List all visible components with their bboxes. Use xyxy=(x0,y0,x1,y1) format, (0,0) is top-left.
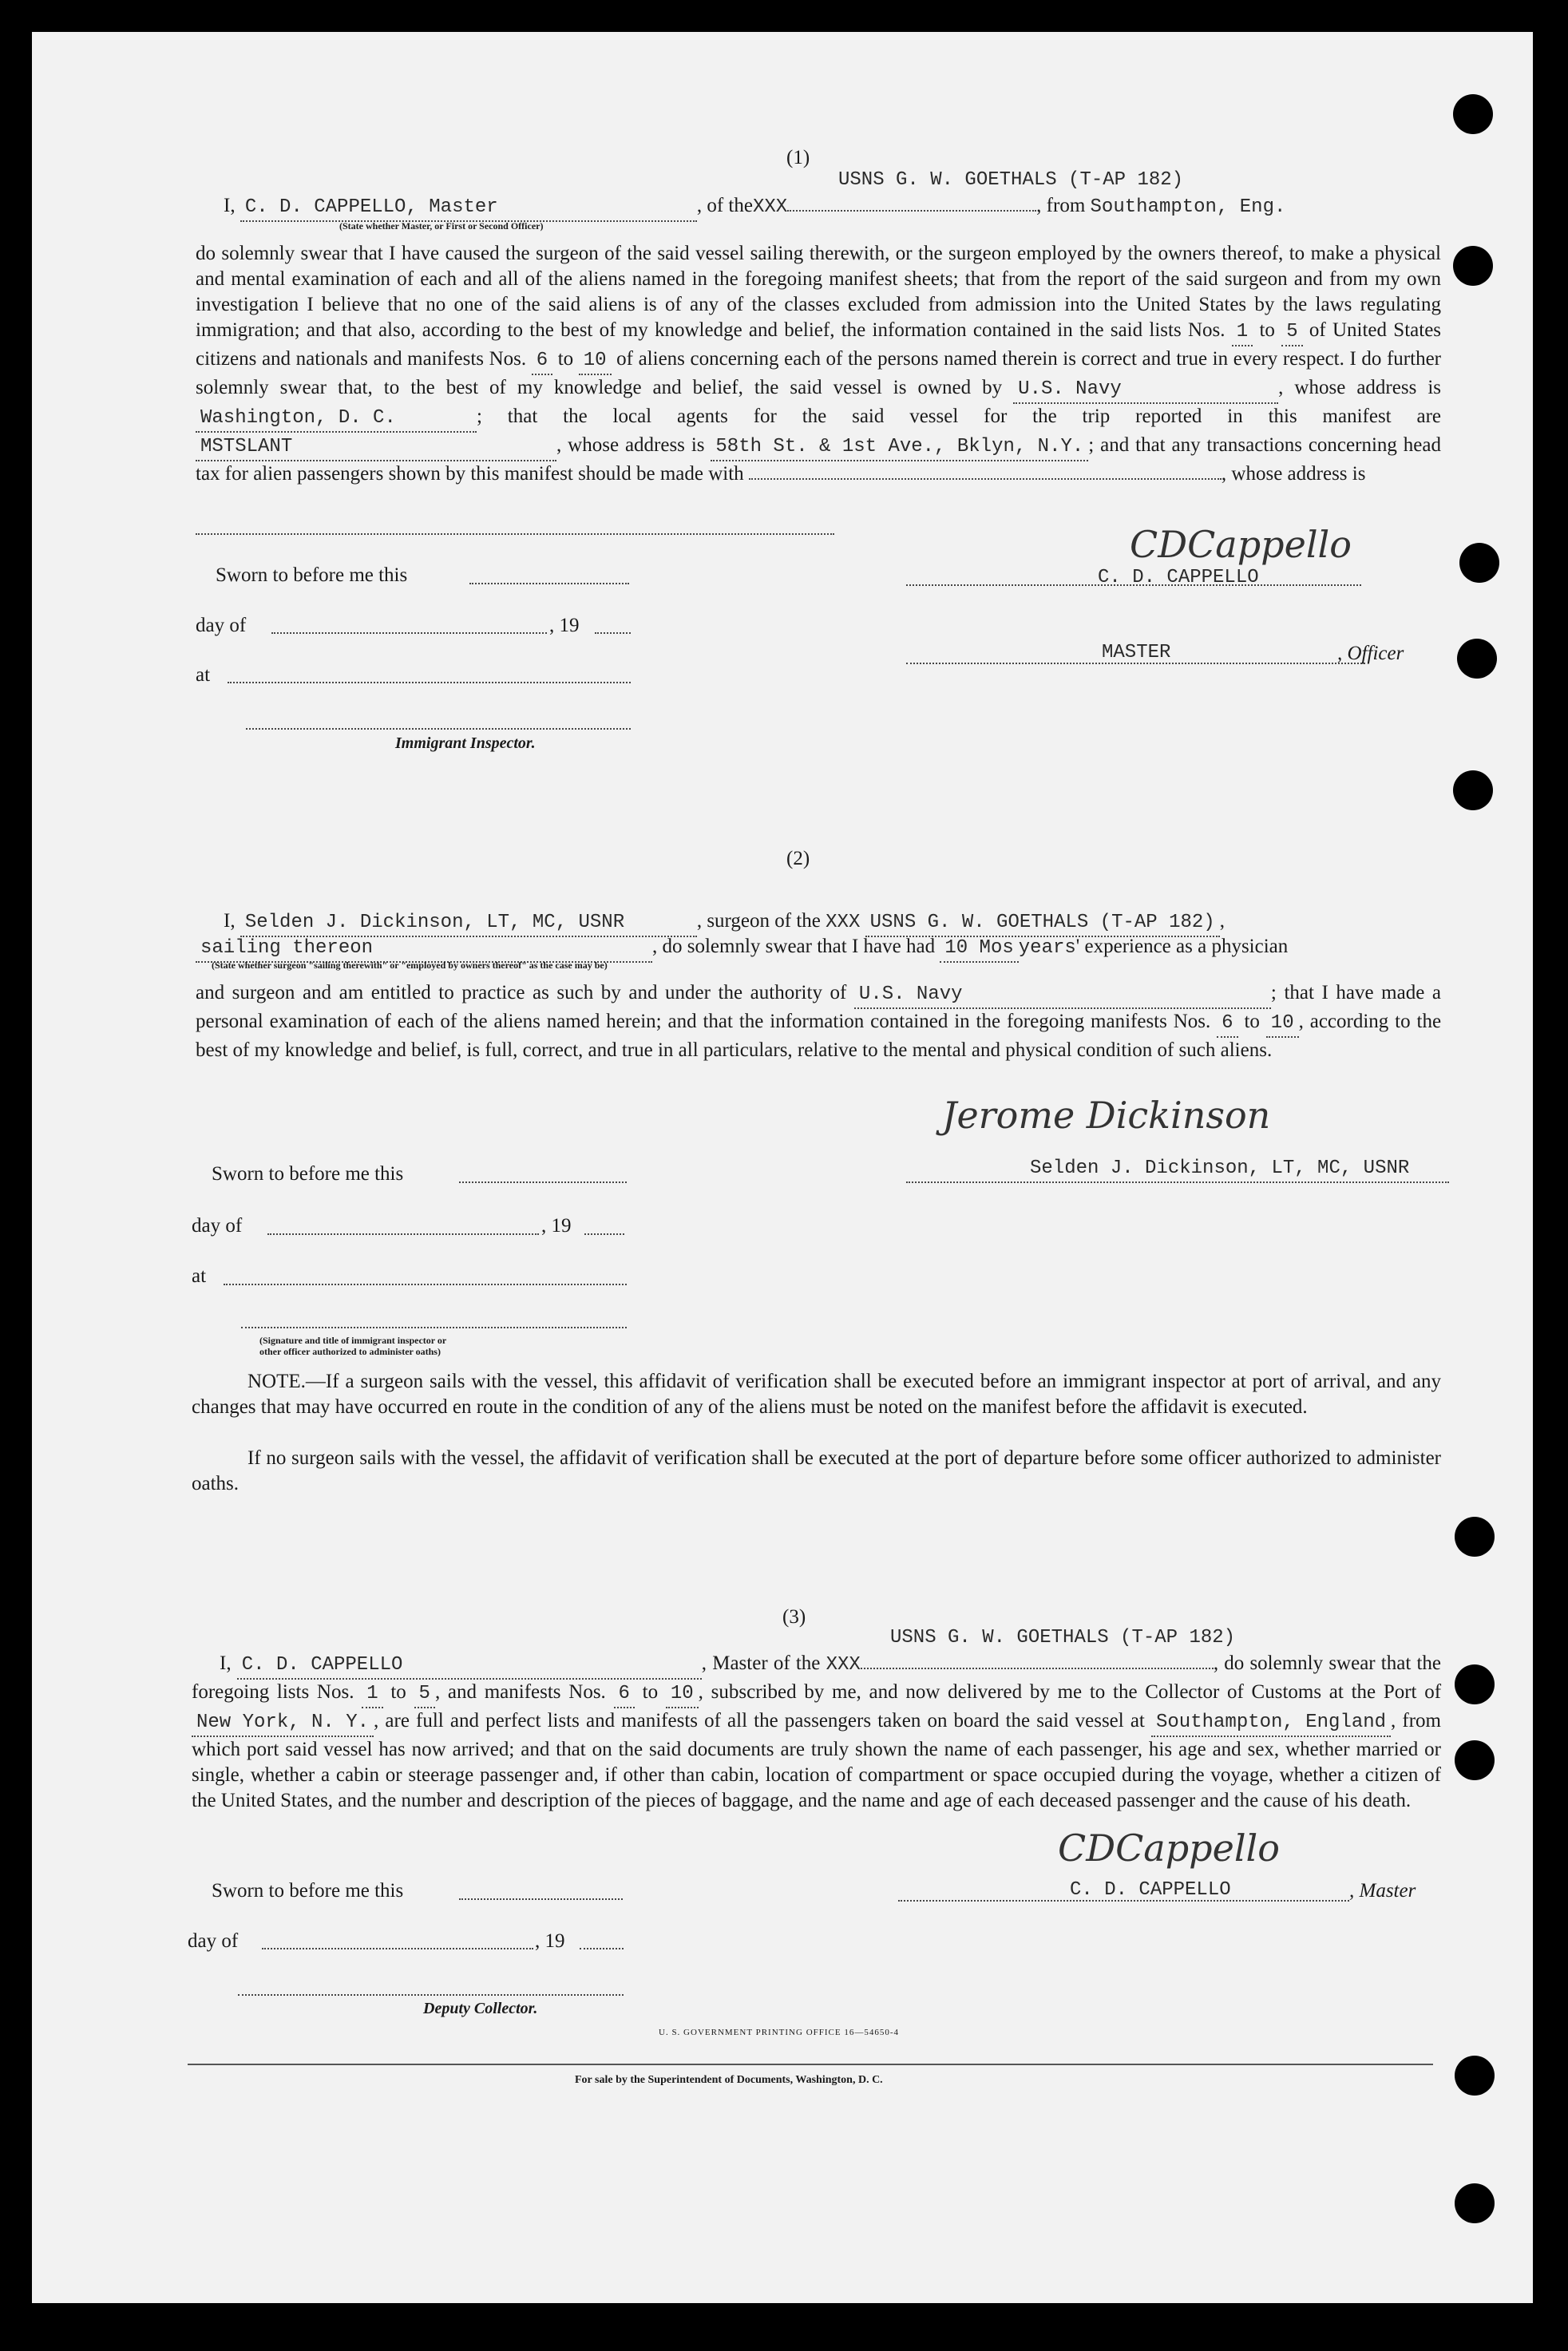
s3-signed-name: C. D. CAPPELLO xyxy=(1070,1879,1231,1901)
master-name-field: C. D. CAPPELLO, Master xyxy=(240,195,697,222)
day-blank xyxy=(271,632,547,634)
s3-collector-blank xyxy=(238,1994,624,1996)
s2-sworn-blank xyxy=(459,1181,627,1183)
vessel-blank xyxy=(787,210,1036,212)
section-1-number: (1) xyxy=(786,147,810,168)
from-port-field: Southampton, Eng. xyxy=(1090,196,1286,218)
section-2-vessel: USNS G. W. GOETHALS (T-AP 182) xyxy=(865,910,1220,937)
xxx-strike: XXX xyxy=(826,912,861,933)
section-2-header-line: I, Selden J. Dickinson, LT, MC, USNR , surgeon of the XXX USNS G. W. GOETHALS (T-AP 182) , xyxy=(224,908,1225,937)
s2-manifests-to: 10 xyxy=(1266,1011,1299,1038)
s2-day-blank xyxy=(267,1233,539,1235)
section-1-header-line xyxy=(224,193,1285,222)
year-label: , 19 xyxy=(549,615,580,636)
from-label: , from xyxy=(1036,195,1086,216)
day-of-label: day of xyxy=(196,615,247,636)
at-label: at xyxy=(196,664,211,686)
s3-manifests-from: 6 xyxy=(614,1681,635,1708)
punch-hole xyxy=(1455,1740,1495,1780)
punch-hole xyxy=(1455,2056,1495,2096)
immigrant-inspector-label: Immigrant Inspector. xyxy=(395,734,536,752)
s3-day-blank xyxy=(262,1948,533,1949)
sworn-blank xyxy=(469,583,629,584)
master-signature: CDCappello xyxy=(1130,523,1352,566)
signed-name: C. D. CAPPELLO xyxy=(1098,567,1259,588)
s3-lists-to: 5 xyxy=(414,1681,435,1708)
section-2-sailing-line: sailing thereon , do solemnly swear that I have had 10 Mos years' experience as a physician xyxy=(196,934,1288,963)
punch-hole xyxy=(1453,246,1493,286)
printing-office: U. S. GOVERNMENT PRINTING OFFICE 16—54650-4 xyxy=(659,2028,900,2037)
surgeon-state-note: (State whether surgeon "sailing therewith" or "employed by owners thereof" as the case may be) xyxy=(212,960,608,971)
s2-at-blank xyxy=(224,1284,627,1285)
xxx-strike: XXX xyxy=(752,196,788,218)
s3-master-signature: CDCappello xyxy=(1058,1827,1280,1870)
s3-lists-from: 1 xyxy=(362,1681,382,1708)
years-strike: years xyxy=(1018,937,1076,959)
s2-year-label: , 19 xyxy=(541,1215,572,1237)
punch-hole xyxy=(1453,94,1493,134)
agent-field: MSTSLANT xyxy=(196,434,556,461)
state-note: (State whether Master, or First or Second Officer) xyxy=(339,220,544,232)
s2-at-label: at xyxy=(192,1265,207,1287)
of-the-label: , of the xyxy=(696,195,753,216)
address-blank xyxy=(196,533,834,535)
s3-sig-blank xyxy=(898,1900,1349,1902)
note-paragraph-2: If no surgeon sails with the vessel, the affidavit of verification shall be executed at the port of departure before some officer authorized to administer oaths. xyxy=(192,1447,1441,1494)
head-tax-blank xyxy=(749,478,1222,480)
manifest-page xyxy=(32,32,1533,2303)
note-paragraph-1: NOTE.—If a surgeon sails with the vessel, this affidavit of verification shall be executed before an immigrant inspector at port of arrival, and any changes that may have occurred en route in the condition of any of the aliens must be noted on the manifest before the affidavit is executed. xyxy=(192,1371,1441,1418)
at-blank xyxy=(228,682,631,683)
for-sale-note: For sale by the Superintendent of Documents, Washington, D. C. xyxy=(575,2074,883,2086)
footer-rule xyxy=(188,2064,1433,2065)
xxx-strike: XXX xyxy=(826,1654,861,1676)
punch-hole xyxy=(1455,1664,1495,1704)
port-field: New York, N. Y. xyxy=(192,1710,374,1737)
section-2-number: (2) xyxy=(786,848,810,869)
surgeon-name-field: Selden J. Dickinson, LT, MC, USNR xyxy=(240,910,697,937)
s2-manifests-from: 6 xyxy=(1217,1011,1237,1038)
s2-sig-blank xyxy=(241,1327,627,1328)
officer-label: , Officer xyxy=(1337,643,1404,664)
i-prefix: I, xyxy=(224,195,236,216)
lists-from-field: 1 xyxy=(1232,319,1253,346)
sworn-label: Sworn to before me this xyxy=(216,564,408,586)
master-title: MASTER xyxy=(1102,642,1171,663)
authority-field: U.S. Navy xyxy=(854,982,1271,1009)
punch-hole xyxy=(1455,1517,1495,1557)
year-blank xyxy=(595,632,631,634)
experience-field: 10 Mos xyxy=(940,936,1018,963)
s3-vessel-blank xyxy=(861,1668,1214,1669)
s2-day-of-label: day of xyxy=(192,1215,243,1237)
s3-year-blank xyxy=(580,1948,624,1949)
section-3-paragraph: I, C. D. CAPPELLO , Master of the XXX , do solemnly swear that the foregoing lists Nos. 1 to 5 , and manifests Nos. 6 to 10 , subscribed by me, and now delivered by me to the Collector of Customs at the Port of New York, N. Y. , are full and perfect lists and manifests of all the passengers taken on board the said vessel at Southampton, England , from which port said vessel has now arrived; and that on the said documents are truly shown the name of each passenger, his age and sex, whether married or single, whether a cabin or steerage passenger and, if other than cabin, location of compartment or space occupied during the voyage, whether a citizen of the United States, and the number and description of the pieces of baggage, and the name and age of each deceased passenger and the cause of his death. xyxy=(192,1652,1442,1811)
surgeon-sig-blank xyxy=(906,1181,1449,1183)
inspector-blank xyxy=(246,728,631,730)
s2-sworn-label: Sworn to before me this xyxy=(212,1163,404,1185)
s3-day-of-label: day of xyxy=(188,1930,239,1952)
s3-sworn-blank xyxy=(459,1898,623,1900)
s3-manifests-to: 10 xyxy=(666,1681,699,1708)
s2-year-blank xyxy=(584,1233,624,1235)
section-3-number: (3) xyxy=(782,1606,806,1628)
sailing-field: sailing thereon xyxy=(196,936,652,963)
owner-field: U.S. Navy xyxy=(1013,377,1278,404)
surgeon-signature: Jerome Dickinson xyxy=(942,1094,1271,1137)
deputy-collector-label: Deputy Collector. xyxy=(423,2000,538,2017)
punch-hole xyxy=(1455,2183,1495,2223)
owner-address-field: Washington, D. C. xyxy=(196,406,477,433)
agent-address-field: 58th St. & 1st Ave., Bklyn, N.Y. xyxy=(711,434,1088,461)
boarded-at-field: Southampton, England xyxy=(1151,1710,1391,1737)
lists-to-field: 5 xyxy=(1281,319,1302,346)
s3-sworn-label: Sworn to before me this xyxy=(212,1880,404,1902)
surgeon-signed-name: Selden J. Dickinson, LT, MC, USNR xyxy=(1030,1158,1410,1179)
punch-hole xyxy=(1459,543,1499,583)
s3-master-label: , Master xyxy=(1349,1880,1416,1902)
sig-note-2: other officer authorized to administer oaths) xyxy=(259,1346,441,1357)
sig-note-1: (Signature and title of immigrant inspector or xyxy=(259,1335,447,1346)
punch-hole xyxy=(1457,639,1497,679)
s3-year-label: , 19 xyxy=(535,1930,565,1952)
manifests-from-field: 6 xyxy=(532,348,552,375)
manifests-to-field: 10 xyxy=(579,348,612,375)
section-3-vessel: USNS G. W. GOETHALS (T-AP 182) xyxy=(890,1627,1236,1648)
s3-master-name: C. D. CAPPELLO xyxy=(237,1652,702,1680)
section-1-vessel: USNS G. W. GOETHALS (T-AP 182) xyxy=(838,169,1184,191)
note-label: NOTE. xyxy=(247,1371,306,1392)
punch-hole xyxy=(1453,770,1493,810)
section-2-paragraph: and surgeon and am entitled to practice as such by and under the authority of U.S. Navy ; that I have made a personal examination of each of the aliens named herein; and that the information contained in the foregoing manifests Nos. 6 to 10 , according to the best of my knowledge and belief, is full, correct, and true in all particulars, relative to the mental and physical condition of such aliens. xyxy=(196,982,1442,1061)
section-1-paragraph: do solemnly swear that I have caused the surgeon of the said vessel sailing therewith, or the surgeon employed by the owners thereof, to make a physical and mental examination of each and all of the aliens named in the foregoing manifest sheets; that from the report of the said surgeon and from my own investigation I believe that no one of the said aliens is of any of the classes excluded from admission into the United States by the laws regulating immigration; and that also, according to the best of my knowledge and belief, the information contained in the said lists Nos. 1 to 5 of United States citizens and nationals and manifests Nos. 6 to 10 of aliens concerning each of the persons named therein is correct and true in every respect. I do further solemnly swear that, to the best of my knowledge and belief, the said vessel is owned by U.S. Navy , whose address is Washington, D. C. ; that the local agents for the said vessel for the trip reported in this manifest are MSTSLANT , whose address is 58th St. & 1st Ave., Bklyn, N.Y. ; and that any transactions concerning head tax for alien passengers shown by this manifest should be made with , whose address is xyxy=(196,243,1442,485)
